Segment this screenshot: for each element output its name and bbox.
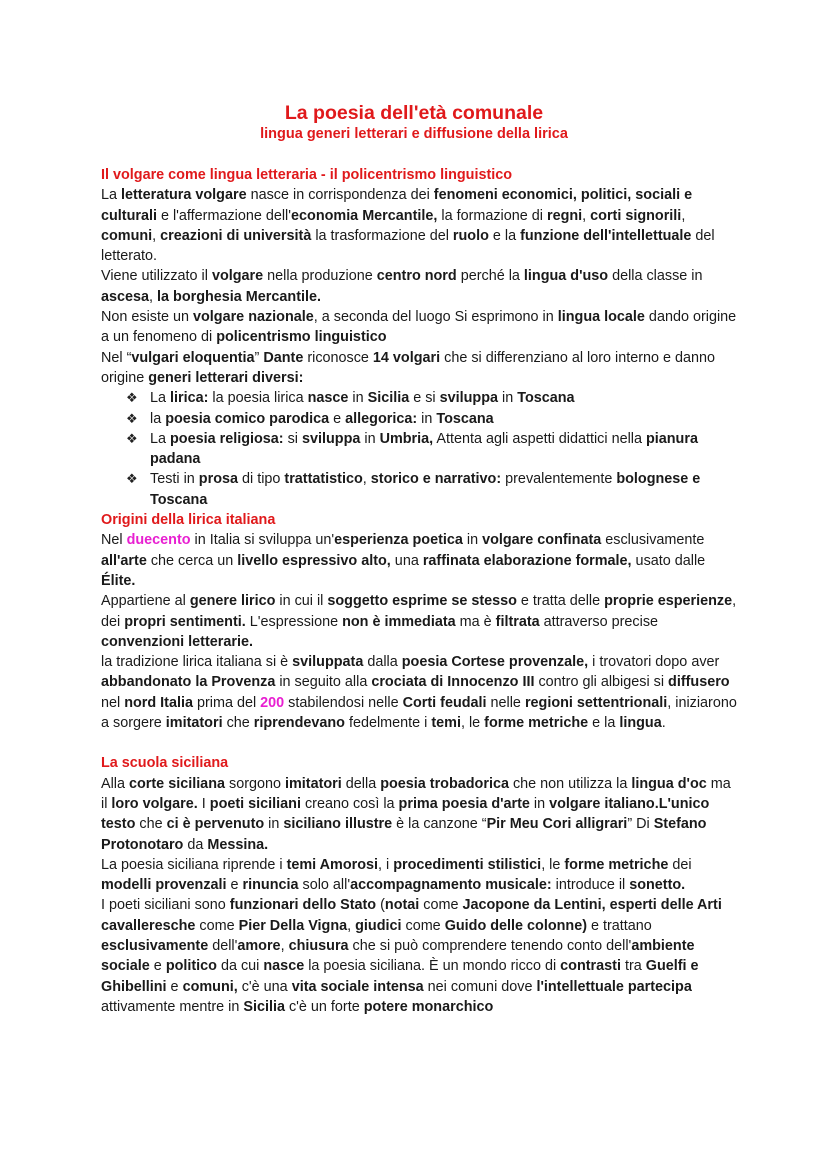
text-run: come <box>195 917 239 934</box>
diamond-bullet-icon: ❖ <box>126 430 138 446</box>
text-run: vita sociale intensa <box>291 978 424 995</box>
text-run: La <box>150 390 171 407</box>
diamond-bullet-icon: ❖ <box>126 410 138 426</box>
text-run: regni <box>546 207 583 224</box>
text-run: sviluppa <box>439 390 499 407</box>
text-run: temi <box>431 715 461 732</box>
text-run: La <box>150 430 171 447</box>
text-run: proprie esperienze <box>604 593 733 610</box>
paragraph <box>101 774 741 855</box>
text-run: la trasformazione del <box>311 227 453 244</box>
text-run: in <box>498 390 518 407</box>
text-run: bolognese e Toscana <box>150 471 701 508</box>
text-run: in <box>462 532 483 549</box>
text-run: politico <box>165 958 217 975</box>
text-run: come <box>401 917 445 934</box>
text-run: imitatori <box>285 775 342 792</box>
text-run: temi Amorosi <box>286 856 379 873</box>
text-run: , i <box>378 856 394 873</box>
text-run: fedelmente i <box>344 715 432 732</box>
text-run: creazioni di università <box>160 227 312 244</box>
text-run: nella produzione <box>263 268 377 285</box>
text-run: dando origine a un fenomeno di <box>101 309 737 346</box>
text-run: nel <box>101 694 125 711</box>
text-run: attraverso precise <box>539 613 659 630</box>
text-run: da cui <box>216 958 264 975</box>
text-run: in Italia si sviluppa un' <box>190 532 335 549</box>
text-run: poesia trobadorica <box>380 775 509 792</box>
text-run: comuni <box>101 227 153 244</box>
text-run: e <box>329 410 346 427</box>
text-run: e si <box>409 390 440 407</box>
text-run: ci è pervenuto <box>166 816 265 833</box>
bullet-item <box>101 388 741 408</box>
text-run: I poeti siciliani sono <box>101 897 230 914</box>
text-run: L'espressione <box>245 613 343 630</box>
text-run: Guido delle colonne) <box>444 917 587 934</box>
text-run: contrasti <box>560 958 621 975</box>
text-run: Nel <box>101 532 127 549</box>
text-run: i trovatori dopo aver <box>592 654 720 671</box>
text-run: letteratura volgare <box>121 187 247 204</box>
text-run: una <box>390 552 423 569</box>
diamond-bullet-icon: ❖ <box>126 471 138 487</box>
text-run: accompagnamento musicale: <box>350 877 552 894</box>
text-run: c'è un forte <box>284 998 364 1015</box>
text-run: volgare confinata <box>482 532 602 549</box>
text-run: del letterato. <box>101 227 715 265</box>
text-run: prevalentemente <box>501 471 617 488</box>
text-run: giudici <box>355 917 402 934</box>
text-run: pianura padana <box>150 430 698 468</box>
text-run: prima poesia d'arte <box>398 795 530 812</box>
text-run: allegorica: <box>345 410 418 427</box>
text-run: ” Di <box>627 816 654 833</box>
text-run: , <box>152 227 161 244</box>
text-run: poesia comico parodica <box>165 410 330 427</box>
text-run: modelli provenzali <box>101 877 227 894</box>
text-run: sviluppata <box>292 654 364 671</box>
paragraph <box>101 307 741 348</box>
text-run: la <box>150 410 166 427</box>
bullet-item <box>101 429 741 470</box>
text-run: Non esiste un <box>101 309 193 326</box>
text-run: della classe in <box>608 268 703 285</box>
text-run: in <box>360 430 380 447</box>
text-run: in <box>417 410 437 427</box>
text-run: duecento <box>126 532 191 549</box>
text-run: come <box>419 897 463 914</box>
text-run: Alla <box>101 775 129 792</box>
text-run: dei <box>668 856 692 873</box>
text-run: generi letterari diversi: <box>148 369 304 386</box>
text-run: lingua locale <box>557 309 645 326</box>
text-run: solo all' <box>298 877 351 894</box>
text-run: ruolo <box>452 227 489 244</box>
text-run: nord Italia <box>124 694 193 711</box>
text-run: soggetto esprime se stesso <box>327 593 517 610</box>
text-run: chiusura <box>288 937 349 954</box>
text-run: la poesia siciliana. È un mondo ricco di <box>304 958 561 975</box>
text-run: che <box>135 816 167 833</box>
text-run: propri sentimenti. <box>124 613 246 630</box>
paragraph <box>101 591 741 652</box>
text-run: , <box>681 207 686 224</box>
text-run: perché la <box>456 268 524 285</box>
text-run: ( <box>376 897 385 914</box>
text-run: introduce il <box>551 877 630 894</box>
text-run: e l'affermazione dell' <box>156 207 292 224</box>
text-run: si <box>283 430 302 447</box>
text-run: . <box>661 715 666 732</box>
text-run: volgare italiano.L'unico testo <box>101 795 710 833</box>
text-run: e <box>149 958 166 975</box>
text-run: crociata di Innocenzo III <box>371 674 535 691</box>
text-run: poeti siciliani <box>209 795 301 812</box>
text-run: nasce <box>307 390 349 407</box>
text-run: forme metriche <box>484 715 589 732</box>
text-run: poesia Cortese provenzale, <box>401 654 593 671</box>
text-run: che non utilizza la <box>508 775 632 792</box>
text-run: sviluppa <box>301 430 361 447</box>
text-run: amore <box>237 937 281 954</box>
text-run: in <box>264 816 284 833</box>
text-run: dell' <box>208 937 238 954</box>
text-run: , <box>149 288 158 305</box>
text-run: convenzioni letterarie. <box>101 633 253 650</box>
paragraph <box>101 895 741 1017</box>
text-run: loro volgare. <box>111 795 198 812</box>
text-run: all'arte <box>101 552 147 569</box>
text-run: policentrismo linguistico <box>216 329 387 346</box>
page-title: La poesia dell'età comunale <box>284 102 544 124</box>
text-run: l'intellettuale partecipa <box>536 978 692 995</box>
text-run: , <box>347 917 356 934</box>
text-run: corti signorili <box>590 207 682 224</box>
text-run: riconosce <box>303 349 373 366</box>
text-run: I <box>197 795 210 812</box>
text-run: rinuncia <box>242 877 299 894</box>
bullet-item <box>101 469 741 510</box>
text-run: Pier Della Vigna <box>238 917 348 934</box>
section-heading: Il volgare come lingua letteraria - il policentrismo linguistico <box>101 167 513 183</box>
text-run: notai <box>384 897 420 914</box>
text-run: lingua <box>619 715 662 732</box>
text-run: Jacopone da Lentini, esperti delle Arti cavalleresche <box>101 897 722 934</box>
text-run: diffusero <box>668 674 730 691</box>
text-run: in cui il <box>275 593 328 610</box>
text-run: , le <box>460 715 485 732</box>
text-run: potere monarchico <box>363 998 494 1015</box>
text-run: lingua d'oc <box>631 775 707 792</box>
text-run: ” <box>254 349 264 366</box>
text-run: procedimenti stilistici <box>393 856 542 873</box>
section-heading: Origini della lirica italiana <box>101 512 276 529</box>
text-run: in seguito alla <box>275 674 372 691</box>
paragraph <box>101 530 741 591</box>
text-run: e la <box>488 227 521 244</box>
text-run: genere lirico <box>189 593 276 610</box>
text-run: tra <box>620 958 646 975</box>
text-run: Messina. <box>207 836 269 853</box>
text-run: esclusivamente <box>101 937 209 954</box>
text-run: usato dalle <box>631 552 706 569</box>
text-run: Sicilia <box>243 998 285 1015</box>
text-run: , a seconda del luogo Si esprimono in <box>313 309 558 326</box>
text-run: della <box>341 775 381 792</box>
text-run: e la <box>588 715 620 732</box>
text-run: forme metriche <box>564 856 669 873</box>
text-run: che cerca un <box>146 552 238 569</box>
text-run: attivamente mentre in <box>101 998 244 1015</box>
text-run: funzionari dello Stato <box>229 897 377 914</box>
text-run: fenomeni economici, politici, sociali e culturali <box>101 187 693 224</box>
paragraph <box>101 348 741 389</box>
text-run: che si differenziano al loro interno e danno origine <box>101 349 716 386</box>
text-run: esperienza poetica <box>334 532 463 549</box>
text-run: , iniziarono a sorgere <box>101 694 737 732</box>
text-run: Guelfi e Ghibellini <box>101 958 699 995</box>
paragraph <box>101 855 741 896</box>
text-run: Élite. <box>101 572 136 589</box>
text-run: Corti feudali <box>402 694 487 711</box>
text-run: Attenta agli aspetti didattici nella <box>433 430 646 447</box>
text-run: comuni, <box>182 978 238 995</box>
text-run: lingua d'uso <box>523 268 609 285</box>
text-run: nei comuni dove <box>423 978 537 995</box>
text-run: Dante <box>263 349 304 366</box>
text-run: la poesia lirica <box>208 390 308 407</box>
bullet-list <box>101 388 741 510</box>
text-run: nasce in corrispondenza dei <box>246 187 434 204</box>
text-run: la formazione di <box>437 207 547 224</box>
text-run: in <box>529 795 550 812</box>
text-run: funzione dell'intellettuale <box>520 227 692 244</box>
text-run: non è immediata <box>342 613 456 630</box>
text-run: siciliano illustre <box>283 816 393 833</box>
text-run: filtrata <box>495 613 540 630</box>
text-run: corte siciliana <box>129 775 225 792</box>
text-run: di tipo <box>238 471 285 488</box>
text-run: trattatistico <box>284 471 363 488</box>
text-run: sonetto. <box>629 877 686 894</box>
text-run: ascesa <box>101 288 150 305</box>
section-heading: La scuola siciliana <box>101 755 229 772</box>
text-run: nelle <box>486 694 525 711</box>
text-run: prima del <box>192 694 261 711</box>
text-run: regioni settentrionali <box>524 694 668 711</box>
text-run: e <box>226 877 243 894</box>
text-run: Pir Meu Cori alligrari <box>486 816 628 833</box>
text-run: è la canzone “ <box>392 816 487 833</box>
text-run: Nel “ <box>101 349 132 366</box>
text-run: 14 volgari <box>372 349 441 366</box>
text-run: che si può comprendere tenendo conto dell' <box>348 937 632 954</box>
text-run: da <box>183 836 208 853</box>
text-run: poesia religiosa: <box>170 430 284 447</box>
text-run: 200 <box>260 694 285 711</box>
text-run: Sicilia <box>367 390 410 407</box>
text-run: economia Mercantile, <box>291 207 438 224</box>
text-run: dalla <box>363 654 402 671</box>
text-run: Testi in <box>150 471 199 488</box>
text-run: contro gli albigesi si <box>534 674 669 691</box>
document-body <box>101 165 741 1017</box>
text-run: ma il <box>101 775 731 812</box>
text-run: creano così la <box>300 795 399 812</box>
text-run: e <box>166 978 183 995</box>
text-run: nasce <box>263 958 305 975</box>
text-run: Toscana <box>436 410 494 427</box>
text-run: imitatori <box>165 715 223 732</box>
text-run: riprendevano <box>253 715 345 732</box>
diamond-bullet-icon: ❖ <box>126 390 138 406</box>
text-run: esclusivamente <box>601 532 705 549</box>
text-run: stabilendosi nelle <box>284 694 403 711</box>
text-run: , dei <box>101 593 737 630</box>
text-run: Viene utilizzato il <box>101 268 212 285</box>
text-run: abbandonato la Provenza <box>101 674 276 691</box>
text-run: centro nord <box>376 268 457 285</box>
text-run: , le <box>541 856 565 873</box>
text-run: c'è una <box>237 978 292 995</box>
text-run: , <box>362 471 371 488</box>
text-run: ma è <box>455 613 496 630</box>
text-run: , <box>280 937 289 954</box>
text-run: Stefano Protonotaro <box>101 816 707 853</box>
page-subtitle: lingua generi letterari e diffusione della lirica <box>260 126 568 142</box>
text-run: in <box>348 390 368 407</box>
text-run: La <box>101 187 122 204</box>
text-run: volgare <box>211 268 264 285</box>
text-run: e tratta delle <box>516 593 605 610</box>
text-run: Toscana <box>517 390 575 407</box>
text-run: La poesia siciliana riprende i <box>101 856 287 873</box>
text-run: ambiente sociale <box>101 937 695 975</box>
text-run: , <box>582 207 591 224</box>
text-run: la tradizione lirica italiana si è <box>101 654 293 671</box>
text-run: Appartiene al <box>101 593 190 610</box>
paragraph <box>101 185 741 266</box>
text-run: storico e narrativo: <box>370 471 502 488</box>
paragraph <box>101 652 741 733</box>
text-run: raffinata elaborazione formale, <box>422 552 632 569</box>
text-run: che <box>222 715 254 732</box>
text-run: vulgari eloquentia <box>131 349 255 366</box>
paragraph <box>101 266 741 307</box>
text-run: volgare nazionale <box>193 309 314 326</box>
text-run: e trattano <box>587 917 652 934</box>
text-run: lirica: <box>170 390 209 407</box>
text-run: livello espressivo alto, <box>237 552 391 569</box>
text-run: sorgono <box>225 775 286 792</box>
bullet-item <box>101 409 741 429</box>
text-run: la borghesia Mercantile. <box>157 288 321 305</box>
text-run: Umbria, <box>379 430 434 447</box>
text-run: prosa <box>198 471 238 488</box>
